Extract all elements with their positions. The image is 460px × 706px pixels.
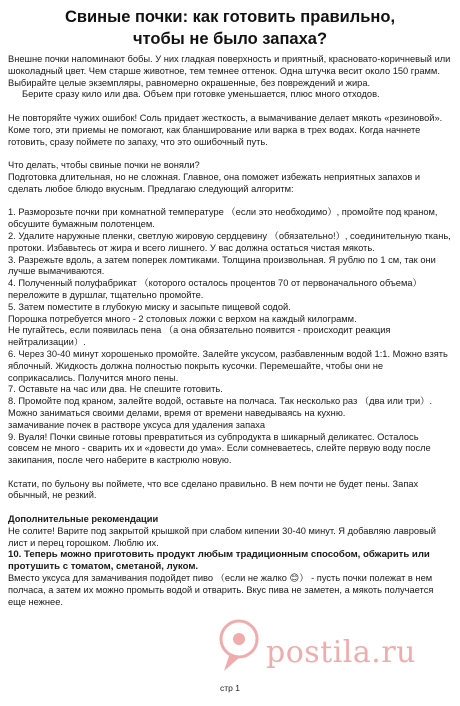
broth-paragraph: Кстати, по бульону вы поймете, что все сделано правильно. В нем почти не будет пены. Запах обычный, не резкий.	[8, 478, 419, 501]
step-8: 8. Промойте под краном, залейте водой, оставьте на полчаса. Так несколько раз （два или три）. Можно заниматься своими делами, время от времени наведываясь на кухню.	[8, 396, 433, 418]
step-9: 9. Вуаля! Почки свиные готовы превратиться из субпродукта в шикарный деликатес. Осталось совсем не много - сварить их и «довести до ума». Если сомневаетесь, слейте первую воду после закипания, после чего наберите в кастрюлю новую.	[8, 431, 431, 466]
algorithm-intro: Подготовка длительная, но не сложная. Главное, она поможет избежать неприятных запахов и сделать любое блюдо вкусным. Предлагаю следующий алгоритм:	[8, 171, 421, 194]
recommendations-paragraph: Не солите! Варите под закрытой крышкой при слабом кипении 30-40 минут. Я добавляю лавровый лист и перец горошком. Люблю их.	[8, 525, 436, 548]
step-7: 7. Оставьте на час или два. Не спешите готовить.	[8, 384, 223, 395]
step-6: 6. Через 30-40 минут хорошенько промойте. Залейте уксусом, разбавленным водой 1:1. Можно взять яблочный. Жидкость должна полностью покрыть кусочки. Перемешайте, чтобы они не соприкасались. Получится много пены.	[8, 348, 448, 383]
watermark	[214, 617, 454, 677]
mistakes-paragraph: Не повторяйте чужих ошибок! Соль придает жесткость, а вымачивание делает мякоть «резиновой». Коме того, эти приемы не помогают, как бланширование или варка в трех водах. Когда начнете готовить, сразу поймете по запаху, что это ошибочный путь.	[8, 112, 443, 147]
page-number: стр 1	[220, 683, 240, 693]
step-8-caption: замачивание почек в растворе уксуса для удаления запаха	[8, 419, 265, 430]
tip-paragraph: Берите сразу кило или два. Объем при готовке уменьшается, плюс много отходов.	[22, 89, 380, 100]
beer-paragraph: Вместо уксуса для замачивания подойдет пиво （если не жалко 😊） - пусть почки полежат в нем полчаса, а затем их можно промыть водой и отварить. Вкус пива не заметен, а мякоть получается еще нежнее.	[8, 573, 434, 607]
question-heading: Что делать, чтобы свиные почки не воняли?	[8, 160, 200, 171]
step-3: 3. Разрежьте вдоль, а затем поперек ломтиками. Толщина произвольная. Я рублю по 1 см, так они лучше вымачиваются.	[8, 254, 436, 277]
step-1: 1. Разморозьте почки при комнатной температуре （если это необходимо）, промойте под краном, обсушите бумажным полотенцем.	[8, 207, 438, 230]
title-line-1: Свиные почки: как готовить правильно,	[64, 8, 396, 26]
watermark-text: postila.ru	[266, 635, 416, 670]
step-5: 5. Затем поместите в глубокую миску и засыпьте пищевой содой.	[8, 301, 291, 312]
article-body	[8, 54, 452, 608]
step-10: 10. Теперь можно приготовить продукт любым традиционным способом, обжарить или протушить с томатом, сметаной, луком.	[8, 549, 430, 573]
title-line-2: чтобы не было запаха?	[132, 30, 328, 48]
step-2: 2. Удалите наружные пленки, светлую жировую сердцевину （обязательно!）, соединительную ткань, протоки. Избавьтесь от жира и всего лишнего. У вас должна остаться чистая мякоть.	[8, 230, 451, 253]
intro-paragraph: Внешне почки напоминают бобы. У них гладкая поверхность и приятный, красновато-коричневый или шоколадный цвет. Чем старше животное, тем темнее оттенок. Одна штучка весит около 150 грамм. Выбирайте целые экземпляры, равномерно окрашенные, без повреждений и жира.	[8, 54, 451, 88]
step-5-note-a: Порошка потребуется много - 2 столовых ложки с верхом на каждый килограмм.	[8, 313, 357, 324]
recommendations-heading: Дополнительные рекомендации	[8, 514, 159, 525]
pin-icon	[214, 617, 264, 673]
page-title	[40, 6, 420, 50]
step-4: 4. Полученный полуфабрикат （которого осталось процентов 70 от первоначального объема） переложите в дуршлаг, тщательно промойте.	[8, 278, 422, 300]
step-5-note-b: Не пугайтесь, если появилась пена （а она обязательно появится - происходит реакция нейтрализации）.	[8, 325, 391, 348]
